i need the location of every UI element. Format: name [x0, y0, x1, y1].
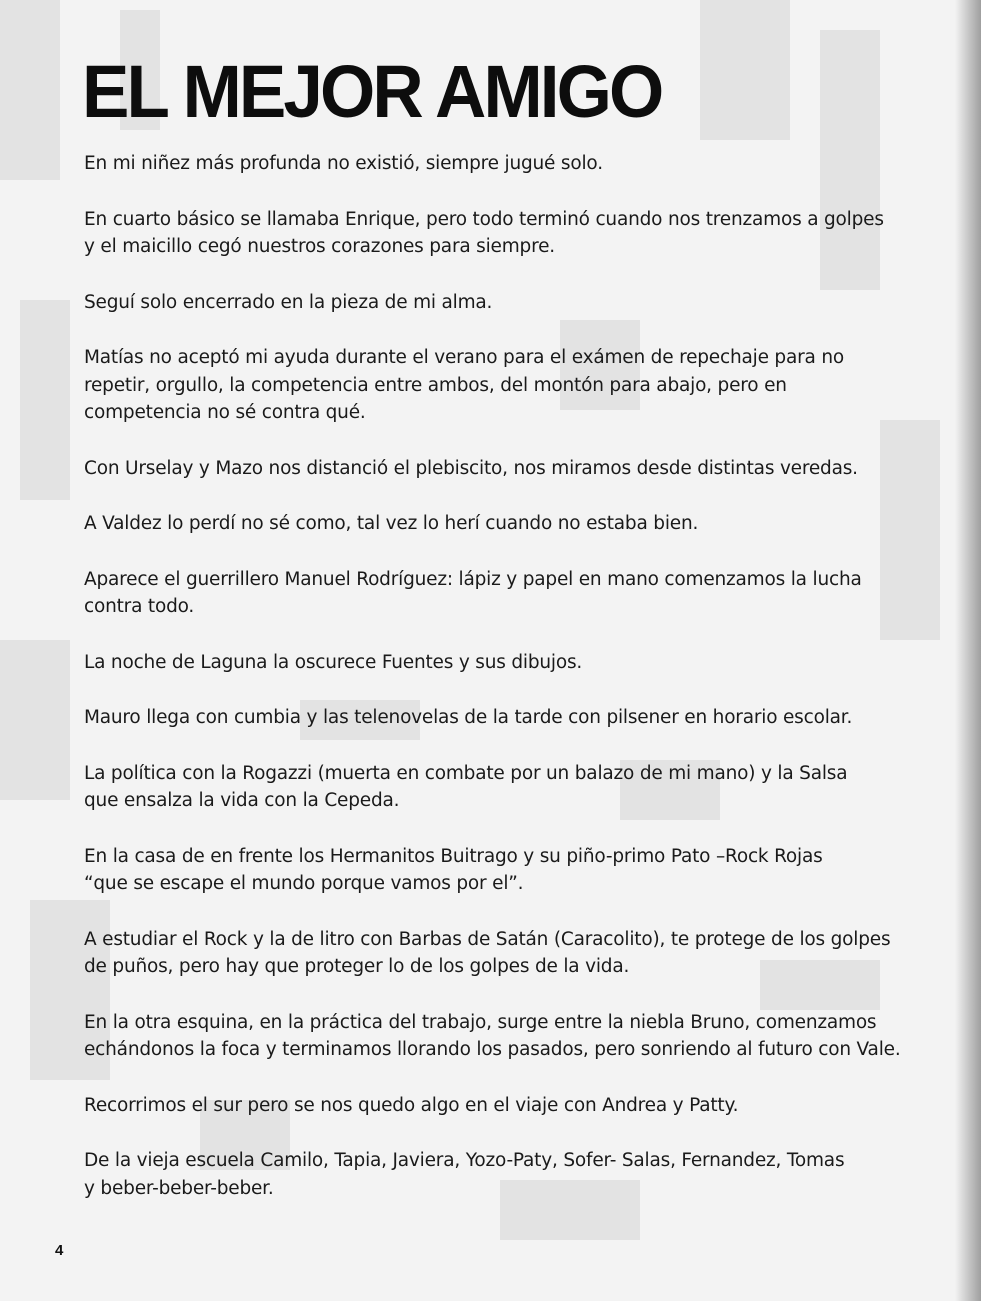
- page-number: 4: [55, 1242, 64, 1259]
- paragraph: En mi niñez más profunda no existió, siempre jugué solo.: [84, 153, 603, 174]
- paragraph: La política con la Rogazzi (muerta en combate por un balazo de mi mano) y la Salsa que ensalza la vida con la Cepeda.: [84, 762, 848, 811]
- page-title: EL MEJOR AMIGO: [82, 50, 662, 133]
- paragraph: En la casa de en frente los Hermanitos Buitrago y su piño-primo Pato –Rock Rojas “que se escape el mundo porque vamos por el”.: [84, 845, 823, 894]
- paragraph: De la vieja escuela Camilo, Tapia, Javiera, Yozo-Paty, Sofer- Salas, Fernandez, Tomas y beber-beber-beber.: [84, 1150, 845, 1199]
- paragraph: En cuarto básico se llamaba Enrique, pero todo terminó cuando nos trenzamos a golpes y el maicillo cegó nuestros corazones para siempre.: [84, 208, 884, 257]
- paragraph: Aparece el guerrillero Manuel Rodríguez: lápiz y papel en mano comenzamos la lucha contra todo.: [84, 568, 862, 617]
- body-text: [84, 150, 974, 1230]
- paragraph: La noche de Laguna la oscurece Fuentes y sus dibujos.: [84, 651, 583, 673]
- paragraph: Matías no aceptó mi ayuda durante el verano para el exámen de repechaje para no repetir, orgullo, la competencia entre ambos, del montón para abajo, pero en competencia no sé contra qué.: [84, 347, 844, 423]
- paragraph: Seguí solo encerrado en la pieza de mi alma.: [84, 291, 493, 313]
- paragraph: Recorrimos el sur pero se nos quedo algo en el viaje con Andrea y Patty.: [84, 1094, 739, 1116]
- paragraph: A Valdez lo perdí no sé como, tal vez lo herí cuando no estaba bien.: [84, 513, 699, 534]
- paragraph: Mauro llega con cumbia y las telenovelas de la tarde con pilsener en horario escolar.: [84, 707, 853, 728]
- paragraph: A estudiar el Rock y la de litro con Barbas de Satán (Caracolito), te protege de los golpes de puños, pero hay que proteger lo de los golpes de la vida.: [84, 928, 891, 977]
- paragraph: Con Urselay y Mazo nos distanció el plebiscito, nos miramos desde distintas veredas.: [84, 457, 858, 479]
- paragraph: En la otra esquina, en la práctica del trabajo, surge entre la niebla Bruno, comenzamos echándonos la foca y terminamos llorando los pasados, pero sonriendo al futuro con Vale.: [84, 1011, 901, 1060]
